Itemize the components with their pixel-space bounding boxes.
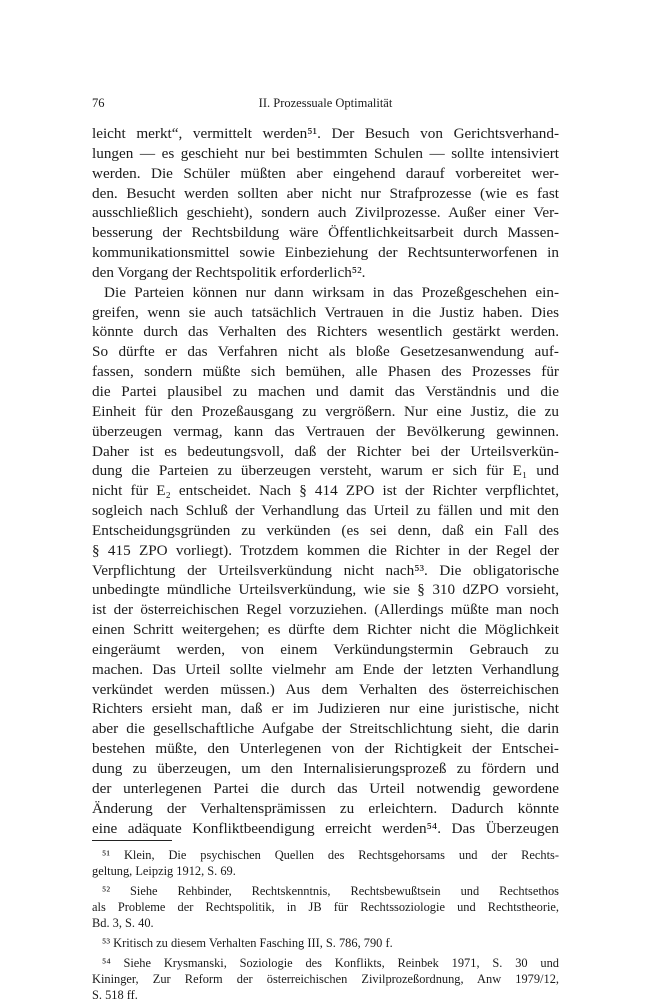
text-line: einen Schritt weitergehen; es dürfte dem Richter nicht die Möglichkeit (92, 621, 559, 639)
footnote-line: als Probleme der Rechtspolitik, in JB für Rechtssoziologie und Rechtstheorie, (92, 900, 559, 915)
footnote-line: ⁵² Siehe Rehbinder, Rechtskenntnis, Rechtsbewußtsein und Rechtsethos (102, 884, 559, 899)
book-page (92, 96, 559, 1007)
text-line: die Partei plausibel zu machen und damit das Verständnis und die (92, 382, 559, 400)
text-line: bestehen müßte, den Unterlegenen von der Richtigkeit der Entschei- (92, 740, 559, 758)
paragraph (92, 283, 559, 839)
text-line: sogleich nach Schluß der Verhandlung das Urteil zu fällen und mit den (92, 502, 559, 520)
footnote (92, 935, 559, 951)
text-line: überzeugen vermag, kann das Vertrauen der Bevölkerung gewinnen. (92, 422, 559, 440)
text-line: kommunikationsmittel sowie Einbeziehung der Rechtsunterworfenen in (92, 244, 559, 262)
text-line: eine adäquate Konfliktbeendigung erreicht werden⁵⁴. Das Überzeugen (92, 819, 559, 837)
text-line: Daher ist es bedeutungsvoll, daß der Richter bei der Urteilsverkün- (92, 442, 559, 460)
text-line: der unterlegenen Partei die durch das Urteil notwendig gewordene (92, 779, 559, 797)
footnote-line: Bd. 3, S. 40. (92, 916, 154, 931)
text-line: lungen — es geschieht nur bei bestimmten Schulen — sollte intensiviert (92, 144, 559, 162)
text-line: den Vorgang der Rechtspolitik erforderlich⁵². (92, 263, 366, 281)
text-line: den. Besucht werden sollten aber nicht nur Strafprozesse (wie es fast (92, 184, 559, 202)
footnote (92, 847, 559, 879)
text-line: Änderung der Verhaltensprämissen zu erleichtern. Dadurch könnte (92, 799, 559, 817)
text-line: ausschließlich geschieht), sondern auch Zivilprozesse. Außer einer Ver- (92, 204, 559, 222)
footnote-line: S. 518 ff. (92, 988, 138, 1003)
footnote-divider (92, 840, 172, 841)
text-line: greifen, wenn sie auch tatsächlich Vertrauen in die Justiz haben. Dies (92, 303, 559, 321)
text-line: So dürfte er das Verfahren nicht als bloße Gesetzesanwendung auf- (92, 343, 559, 361)
text-line: könnte durch das Verhalten des Richters wesentlich gestärkt werden. (92, 323, 559, 341)
paragraph (92, 124, 559, 283)
text-line: Die Parteien können nur dann wirksam in das Prozeßgeschehen ein- (104, 283, 559, 301)
text-line: § 415 ZPO vorliegt). Trotzdem kommen die Richter in der Regel der (92, 541, 559, 559)
text-line: Entscheidungsgründen zu verkünden (es sei denn, daß ein Fall des (92, 521, 559, 539)
text-line: eingeräumt werden, von einem Verkündungstermin Gebrauch zu (92, 640, 559, 658)
text-line: machen. Das Urteil sollte vielmehr am Ende der letzten Verhandlung (92, 660, 559, 678)
text-line: besserung der Rechtsbildung wäre Öffentlichkeitsarbeit durch Massen- (92, 224, 559, 242)
text-line: leicht merkt“, vermittelt werden⁵¹. Der Besuch von Gerichtsverhand- (92, 125, 559, 142)
footnote (92, 883, 559, 931)
text-line: Richters ersieht man, daß er im Judizieren nur eine juristische, nicht (92, 700, 559, 718)
text-line: Einheit für den Prozeßausgang zu vergrößern. Nur eine Justiz, die zu (92, 402, 559, 420)
text-line: dung die Parteien zu überzeugen versteht, warum er sich für E₁ und (92, 462, 559, 480)
footnote-line: geltung, Leipzig 1912, S. 69. (92, 864, 236, 879)
footnote-line: ⁵⁴ Siehe Krysmanski, Soziologie des Konflikts, Reinbek 1971, S. 30 und (102, 956, 559, 971)
text-line: fassen, sondern müßte sich bemühen, alle Phasen des Prozesses für (92, 363, 559, 381)
text-line: aber die gesellschaftliche Aufgabe der Streitschlichtung sieht, die darin (92, 720, 559, 738)
footnote-line: ⁵¹ Klein, Die psychischen Quellen des Rechtsgehorsams und der Rechts- (102, 848, 559, 863)
footnote-line: Kininger, Zur Reform der österreichischen Zivilprozeßordnung, Anw 1979/12, (92, 972, 559, 987)
text-line: nicht für E₂ entscheidet. Nach § 414 ZPO ist der Richter verpflichtet, (92, 482, 559, 500)
page-number: 76 (92, 96, 105, 110)
running-title: II. Prozessuale Optimalität (258, 96, 393, 110)
footnote-line: ⁵³ Kritisch zu diesem Verhalten Fasching III, S. 786, 790 f. (102, 936, 393, 951)
text-line: unbedingte mündliche Urteilsverkündung, wie sie § 310 dZPO vorsieht, (92, 581, 559, 599)
footnotes (92, 847, 559, 1003)
footnote (92, 955, 559, 1003)
text-line: ist der österreichischen Regel vorzuziehen. (Allerdings müßte man noch (92, 601, 559, 619)
body-text (92, 124, 559, 838)
page-header (92, 96, 559, 116)
text-line: Verpflichtung der Urteilsverkündung nicht nach⁵³. Die obligatorische (92, 561, 559, 579)
text-line: werden. Die Schüler müßten aber eingehend darauf vorbereitet wer- (92, 164, 559, 182)
text-line: dung zu überzeugen, um den Internalisierungsprozeß zu fördern und (92, 760, 559, 777)
text-line: verkündet werden müssen.) Aus dem Verhalten des österreichischen (92, 680, 559, 698)
